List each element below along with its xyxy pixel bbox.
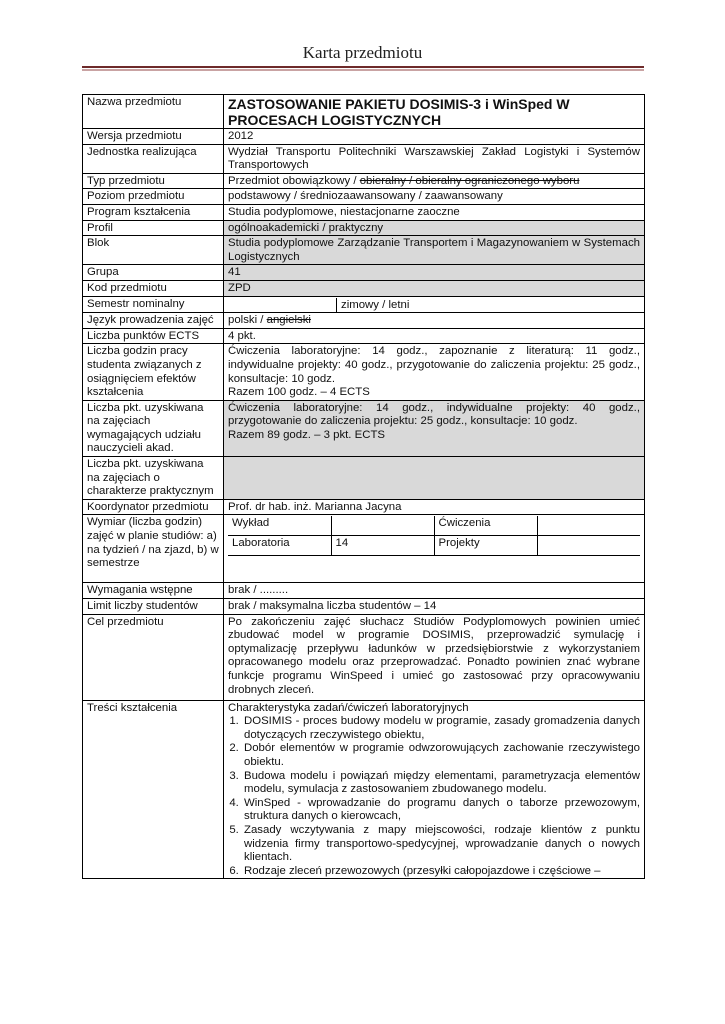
label-typ: Typ przedmiotu xyxy=(83,173,224,189)
value-godziny-total: Razem 100 godz. – 4 ECTS xyxy=(228,386,370,399)
course-card-table xyxy=(82,94,645,879)
label-jezyk: Język prowadzenia zajęć xyxy=(83,313,224,329)
value-typ xyxy=(224,173,645,189)
value-pkt-prakt xyxy=(224,457,645,500)
value-koordynator: Prof. dr hab. inż. Marianna Jacyna xyxy=(224,499,645,515)
row-kod xyxy=(83,280,645,296)
value-limit: brak / maksymalna liczba studentów – 14 xyxy=(224,599,645,615)
value-semestr-empty xyxy=(228,298,336,313)
hours-label-laboratoria: Laboratoria xyxy=(228,536,331,556)
label-wymagania: Wymagania wstępne xyxy=(83,583,224,599)
row-tresci xyxy=(83,700,645,879)
label-wymiar: Wymiar (liczba godzin) zajęć w planie studiów: a) na tydzień / na zjazd, b) w semestrze xyxy=(83,515,224,583)
value-semestr: zimowy / letni xyxy=(336,298,640,313)
value-pkt-akad-total: Razem 89 godz. – 3 pkt. ECTS xyxy=(228,428,386,441)
value-wersja: 2012 xyxy=(224,129,645,145)
value-jezyk-struck: angielski xyxy=(266,314,311,327)
row-program xyxy=(83,204,645,220)
label-ects: Liczba punktów ECTS xyxy=(83,328,224,344)
row-jezyk xyxy=(83,313,645,329)
hours-spacer xyxy=(228,556,640,583)
list-item: 5. Zasady wczytywania z mapy miejscowości, rodzaje klientów z punktu widzenia firmy transportowo-spedycyjnej, wprowadzanie danych o nowych klientach. xyxy=(242,824,640,865)
label-poziom: Poziom przedmiotu xyxy=(83,189,224,205)
row-wersja xyxy=(83,129,645,145)
row-pkt-prakt xyxy=(83,457,645,500)
row-poziom xyxy=(83,189,645,205)
row-wymagania xyxy=(83,583,645,599)
value-program: Studia podyplomowe, niestacjonarne zaoczne xyxy=(224,204,645,220)
label-program: Program kształcenia xyxy=(83,204,224,220)
value-grupa: 41 xyxy=(224,265,645,281)
row-cel xyxy=(83,614,645,700)
row-blok xyxy=(83,236,645,265)
list-item: 2. Dobór elementów w programie odwzorowujących zachowanie rzeczywistego obiektu. xyxy=(242,742,640,769)
row-koordynator xyxy=(83,499,645,515)
label-nazwa: Nazwa przedmiotu xyxy=(83,95,224,129)
header-rule-shadow xyxy=(82,69,644,71)
hours-value-wyklad xyxy=(331,516,434,536)
row-semestr xyxy=(83,296,645,313)
row-wymiar xyxy=(83,515,645,583)
value-pkt-akad-text: Ćwiczenia laboratoryjne: 14 godz., indywidualne projekty: 40 godz., przygotowanie do zaliczenia projektu: 25 godz., konsultacje: 10 godz. xyxy=(228,401,640,428)
value-ects: 4 pkt. xyxy=(224,328,645,344)
tresci-list xyxy=(228,715,640,878)
value-jednostka: Wydział Transportu Politechniki Warszawskiej Zakład Logistyki i Systemów Transportowych xyxy=(224,144,645,173)
row-godziny xyxy=(83,344,645,400)
value-wymagania: brak / ......... xyxy=(224,583,645,599)
hours-label-wyklad: Wykład xyxy=(228,516,331,536)
row-nazwa xyxy=(83,95,645,129)
value-typ-struck: obieralny / obieralny ograniczonego wyboru xyxy=(359,174,580,187)
value-jezyk xyxy=(224,313,645,329)
hours-value-cwiczenia xyxy=(537,516,640,536)
label-koordynator: Koordynator przedmiotu xyxy=(83,499,224,515)
list-item: 6. Rodzaje zleceń przewozowych (przesyłki całopojazdowe i częściowe – xyxy=(242,865,640,879)
hours-label-cwiczenia: Ćwiczenia xyxy=(434,516,537,536)
hours-value-laboratoria: 14 xyxy=(331,536,434,556)
label-jednostka: Jednostka realizująca xyxy=(83,144,224,173)
label-kod: Kod przedmiotu xyxy=(83,280,224,296)
hours-table xyxy=(228,516,640,582)
row-typ xyxy=(83,173,645,189)
label-cel: Cel przedmiotu xyxy=(83,614,224,700)
row-pkt-akad xyxy=(83,400,645,456)
value-blok: Studia podyplomowe Zarządzanie Transportem i Magazynowaniem w Systemach Logistycznych xyxy=(224,236,645,265)
value-jezyk-selected: polski / xyxy=(228,314,267,327)
value-kod: ZPD xyxy=(224,280,645,296)
label-wersja: Wersja przedmiotu xyxy=(83,129,224,145)
tresci-intro: Charakterystyka zadań/ćwiczeń laboratoryjnych xyxy=(228,701,469,714)
hours-value-projekty xyxy=(537,536,640,556)
label-pkt-prakt: Liczba pkt. uzyskiwana na zajęciach o charakterze praktycznym xyxy=(83,457,224,500)
value-nazwa: ZASTOSOWANIE PAKIETU DOSIMIS-3 i WinSped W PROCESACH LOGISTYCZNYCH xyxy=(224,95,645,129)
value-cel: Po zakończeniu zajęć słuchacz Studiów Podyplomowych powinien umieć zbudować model w programie DOSIMIS, przeprowadzić symulację i optymalizację przepływu ładunków w przedsiębiorstwie z wykorzystaniem opracowanego modelu oraz przeprowadzać. Ponadto powinien znać wybrane funkcje programu WinSpeed i umieć go zastosować przy opracowywaniu drobnych zleceń. xyxy=(224,614,645,700)
value-pkt-akad xyxy=(224,400,645,456)
label-blok: Blok xyxy=(83,236,224,265)
value-poziom: podstawowy / średniozaawansowany / zaawansowany xyxy=(224,189,645,205)
label-tresci: Treści kształcenia xyxy=(83,700,224,879)
value-godziny xyxy=(224,344,645,400)
value-tresci xyxy=(224,700,645,879)
label-profil: Profil xyxy=(83,220,224,236)
value-godziny-text: Ćwiczenia laboratoryjne: 14 godz., zapoznanie z literaturą: 11 godz., indywidualne projekty: 40 godz., przygotowanie do zaliczenia projektu: 25 godz., konsultacje: 10 godz. xyxy=(228,345,640,385)
label-limit: Limit liczby studentów xyxy=(83,599,224,615)
header-rule xyxy=(82,66,644,68)
list-item: 1. DOSIMIS - proces budowy modelu w programie, zasady gromadzenia danych dotyczących rzeczywistego obiektu, xyxy=(242,715,640,742)
page-title: Karta przedmiotu xyxy=(302,43,423,62)
label-pkt-akad: Liczba pkt. uzyskiwana na zajęciach wymagających udziału nauczycieli akad. xyxy=(83,400,224,456)
value-semestr-cell xyxy=(224,296,645,313)
list-item: 4. WinSped - wprowadzanie do programu danych o taborze przewozowym, struktura danych o kierowcach, xyxy=(242,797,640,824)
label-grupa: Grupa xyxy=(83,265,224,281)
label-semestr: Semestr nominalny xyxy=(83,296,224,313)
row-ects xyxy=(83,328,645,344)
row-limit xyxy=(83,599,645,615)
hours-label-projekty: Projekty xyxy=(434,536,537,556)
list-item: 3. Budowa modelu i powiązań między elementami, parametryzacja elementów modelu, symulacja z zastosowaniem zbudowanego modelu. xyxy=(242,770,640,797)
row-profil xyxy=(83,220,645,236)
value-wymiar xyxy=(224,515,645,583)
value-typ-selected: Przedmiot obowiązkowy / xyxy=(228,174,360,187)
row-grupa xyxy=(83,265,645,281)
row-jednostka xyxy=(83,144,645,173)
label-godziny: Liczba godzin pracy studenta związanych z osiągnięciem efektów kształcenia xyxy=(83,344,224,400)
value-profil: ogólnoakademicki / praktyczny xyxy=(224,220,645,236)
